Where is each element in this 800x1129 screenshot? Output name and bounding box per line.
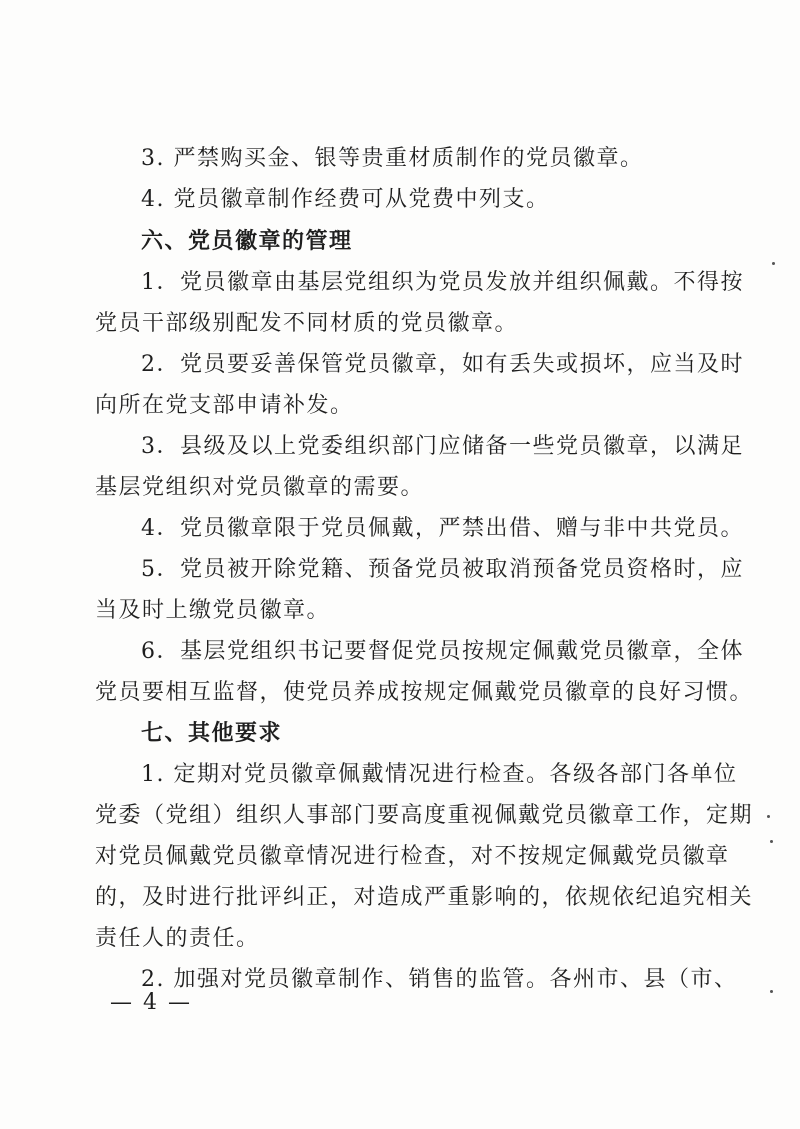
paragraph-line: 2．党员要妥善保管党员徽章，如有丢失或损坏，应当及时 [141,352,744,377]
paragraph-line: 向所在党支部申请补发。 [95,393,354,418]
paragraph-line: 6．基层党组织书记要督促党员按规定佩戴党员徽章，全体 [141,639,744,664]
paragraph-line: 党员要相互监督，使党员养成按规定佩戴党员徽章的良好习惯。 [95,680,754,705]
paragraph-line: 对党员佩戴党员徽章情况进行检查，对不按规定佩戴党员徽章 [95,844,730,869]
paragraph-line: 党员干部级别配发不同材质的党员徽章。 [95,311,519,336]
scan-speck [772,262,775,265]
paragraph-line: 5．党员被开除党籍、预备党员被取消预备党员资格时，应 [141,557,744,582]
paragraph-line: 的，及时进行批评纠正，对造成严重影响的，依规依纪追究相关 [95,885,754,910]
scan-speck [767,815,770,818]
paragraph-line: 3. 严禁购买金、银等贵重材质制作的党员徽章。 [141,146,644,171]
paragraph-line: 基层党组织对党员徽章的需要。 [95,475,425,500]
paragraph-line: 1．党员徽章由基层党组织为党员发放并组织佩戴。不得按 [141,270,744,295]
scan-speck [770,990,773,993]
section-heading: 七、其他要求 [141,721,283,746]
section-heading: 六、党员徽章的管理 [141,229,353,254]
paragraph-line: 4. 党员徽章制作经费可从党费中列支。 [141,187,550,212]
paragraph-line: 1. 定期对党员徽章佩戴情况进行检查。各级各部门各单位 [141,762,738,787]
paragraph-line: 2. 加强对党员徽章制作、销售的监管。各州市、县（市、 [141,967,738,992]
paragraph-line: 4．党员徽章限于党员佩戴，严禁出借、赠与非中共党员。 [141,516,744,541]
paragraph-line: 责任人的责任。 [95,926,260,951]
page-number: — 4 — [110,990,192,1015]
paragraph-line: 3．县级及以上党委组织部门应储备一些党员徽章，以满足 [141,434,744,459]
scan-speck [770,840,773,843]
paragraph-line: 当及时上缴党员徽章。 [95,598,331,623]
paragraph-line: 党委（党组）组织人事部门要高度重视佩戴党员徽章工作，定期 [95,803,754,828]
